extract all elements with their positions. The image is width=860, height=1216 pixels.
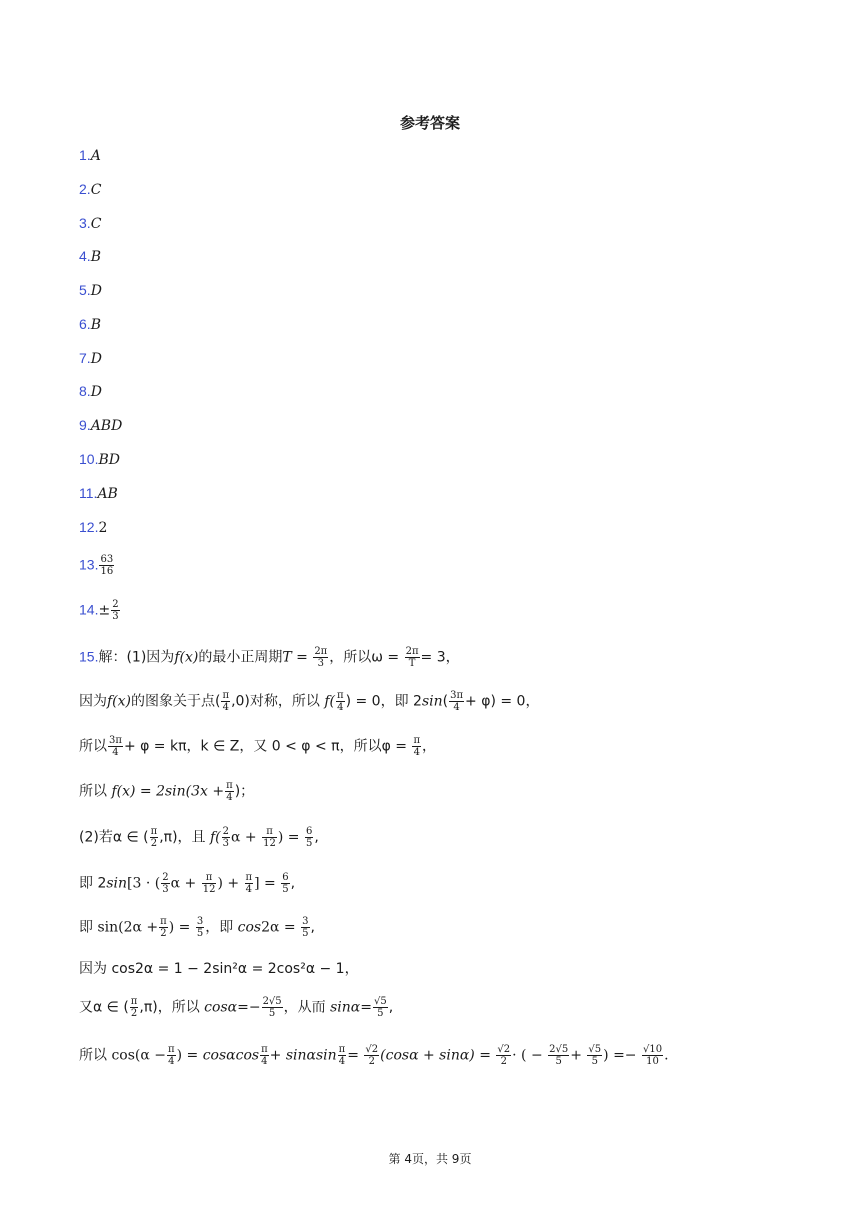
fraction: $\frac{\pi}{2}$ (130, 996, 138, 1019)
answer-number: 15. (79, 648, 99, 665)
answer-9 (79, 417, 122, 434)
fraction: $\frac{3}{5}$ (302, 916, 309, 939)
fraction: $\frac{√5}{5}$ (588, 1044, 602, 1067)
fraction: $\frac{6}{5}$ (305, 826, 313, 849)
answer-fraction: $\frac{2}{3}$ (112, 599, 119, 622)
answer-3 (79, 215, 101, 232)
fraction: $\frac{\pi}{12}$ (202, 872, 216, 895)
fraction: $\frac{6}{5}$ (282, 872, 289, 895)
fraction: $\frac{2\pi}{T}$ (405, 646, 419, 669)
fraction: $\frac{3}{5}$ (196, 916, 204, 939)
answer-4 (79, 248, 101, 265)
fraction: $\frac{\pi}{4}$ (413, 735, 421, 758)
answer-value: D (90, 283, 102, 299)
fraction: $\frac{√2}{2}$ (365, 1044, 379, 1067)
fraction: $\frac{√2}{2}$ (497, 1044, 511, 1067)
fraction: $\frac{\pi}{2}$ (150, 826, 158, 849)
answer-number: 9. (79, 417, 91, 433)
answer-value: C (90, 216, 102, 232)
answer-number: 14. (79, 601, 99, 618)
answer-1 (79, 147, 101, 164)
fraction: $\frac{2\pi}{3}$ (314, 646, 328, 669)
answer-number: 4. (79, 248, 91, 264)
answer-12 (79, 519, 107, 536)
fraction: $\frac{\pi}{4}$ (337, 690, 344, 713)
solution-line-10: 所以 cos(α − $\frac{\pi}{4}$ ) = cosαcos $\frac{\pi}{4}$ + sinαsin $\frac{\pi}{4}$ = $\frac{√2}{2}$ (cosα + sinα) = $\frac{√2}{2}$ · ( − $\frac{2√5}{5}$ + $\frac{√5}{5}$ ) =− $\frac{√10}{10}$ . (79, 1044, 669, 1067)
answer-value: C (90, 182, 102, 198)
answer-14 (79, 599, 121, 622)
answer-number: 13. (79, 556, 99, 573)
answer-value: B (90, 249, 101, 265)
fraction: $\frac{\pi}{4}$ (338, 1044, 346, 1067)
answer-8 (79, 383, 102, 400)
answer-11 (79, 485, 118, 502)
solution-line-7: 即 sin(2α + $\frac{\pi}{2}$ ) = $\frac{3}{5}$ ，即 cos2α = $\frac{3}{5}$ , (79, 916, 315, 939)
solution-line-2: 因为f(x)的图象关于点( $\frac{\pi}{4}$ ,0)对称，所以 f( $\frac{\pi}{4}$ ) = 0，即 2sin( $\frac{3\pi}{4}$ + φ) = 0， (79, 690, 540, 713)
solution-line-6: 即 2sin[3 · ( $\frac{2}{3}$ α + $\frac{\pi}{12}$ ) + $\frac{\pi}{4}$ ] = $\frac{6}{5}$ , (79, 872, 296, 895)
answer-number: 7. (79, 350, 91, 366)
fraction: $\frac{3\pi}{4}$ (450, 690, 464, 713)
answer-number: 3. (79, 215, 91, 231)
page-footer: 第 4页，共 9页 (388, 1152, 472, 1166)
answer-value: AB (97, 486, 118, 502)
fraction: $\frac{\pi}{4}$ (226, 780, 233, 803)
fraction: $\frac{\pi}{4}$ (168, 1044, 175, 1067)
fraction: $\frac{√10}{10}$ (642, 1044, 663, 1067)
answer-value: 2 (98, 520, 108, 536)
answer-13 (79, 554, 115, 577)
fraction: $\frac{2}{3}$ (162, 872, 169, 895)
answer-value: D (90, 384, 102, 400)
answer-2 (79, 181, 101, 198)
solution-line-9: 又α ∈ ( $\frac{\pi}{2}$ ,π)，所以 cosα=− $\frac{2√5}{5}$ ，从而 sinα= $\frac{√5}{5}$ , (79, 996, 394, 1019)
answer-number: 1. (79, 147, 91, 163)
answer-5 (79, 282, 102, 299)
solution-line-3: 所以 $\frac{3\pi}{4}$ + φ = kπ，k ∈ Z，又 0 < φ < π，所以φ = $\frac{\pi}{4}$ ， (79, 735, 437, 758)
answer-number: 2. (79, 181, 91, 197)
solution-line-4: 所以 f(x) = 2sin(3x + $\frac{\pi}{4}$ )； (79, 780, 255, 803)
solution-line-8: 因为 cos2α = 1 − 2sin²α = 2cos²α − 1， (79, 961, 359, 977)
answer-value: A (90, 148, 101, 164)
solution-line-5: (2)若α ∈ ( $\frac{\pi}{2}$ ,π)，且 f( $\frac{2}{3}$ α + $\frac{\pi}{12}$ ) = $\frac{6}{5}$ , (79, 826, 319, 849)
fraction: $\frac{\pi}{4}$ (245, 872, 253, 895)
answer-number: 5. (79, 282, 91, 298)
fraction: $\frac{\pi}{12}$ (263, 826, 276, 849)
fraction: $\frac{2√5}{5}$ (549, 1044, 569, 1067)
fraction: $\frac{3\pi}{4}$ (109, 735, 122, 758)
answer-number: 12. (79, 519, 99, 535)
answer-value: ABD (90, 418, 123, 434)
answer-value: D (90, 351, 102, 367)
answer-value: BD (98, 452, 120, 468)
answer-number: 11. (79, 485, 98, 501)
solution-line-1: 15.解：(1)因为f(x)的最小正周期T = $\frac{2\pi}{3}$ ，所以ω = $\frac{2\pi}{T}$ = 3， (79, 646, 460, 669)
answer-number: 8. (79, 383, 91, 399)
page-title: 参考答案 (399, 114, 460, 132)
fraction: $\frac{\pi}{4}$ (222, 690, 230, 713)
fraction: $\frac{\pi}{2}$ (160, 916, 167, 939)
answer-10 (79, 451, 120, 468)
answer-number: 10. (79, 451, 99, 467)
fraction: $\frac{2√5}{5}$ (262, 996, 282, 1019)
fraction: $\frac{2}{3}$ (222, 826, 230, 849)
fraction: $\frac{\pi}{4}$ (261, 1044, 268, 1067)
answer-fraction: $\frac{63}{16}$ (100, 554, 114, 577)
answer-number: 6. (79, 316, 91, 332)
answer-value: B (90, 317, 101, 333)
plus-minus-sign: ± (98, 602, 111, 619)
answer-7 (79, 350, 102, 367)
answer-6 (79, 316, 101, 333)
fraction: $\frac{√5}{5}$ (374, 996, 387, 1019)
